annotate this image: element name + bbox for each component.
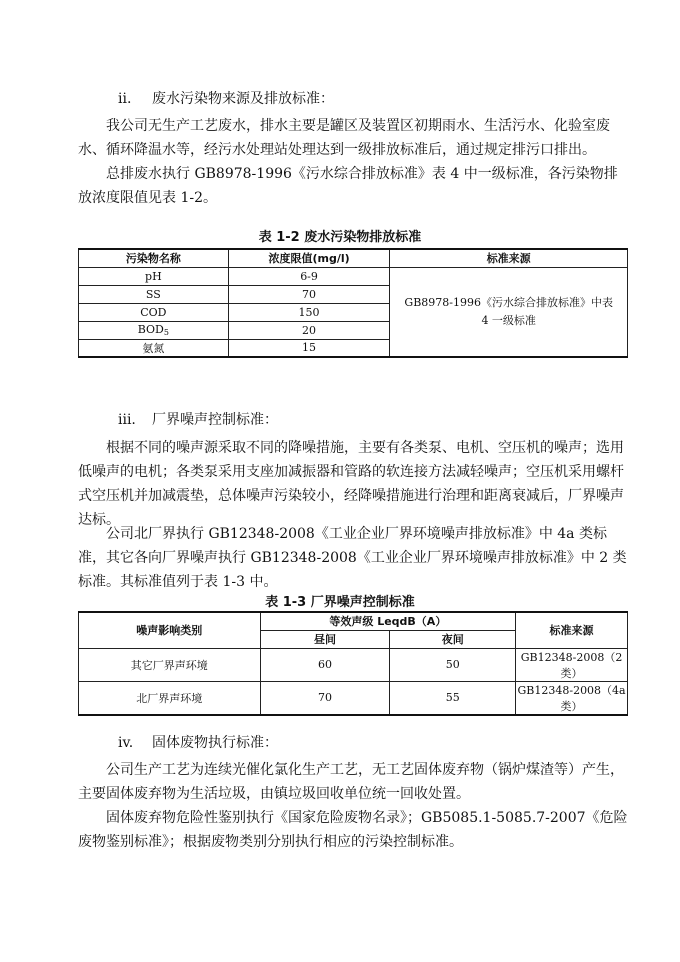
paragraph: 总排废水执行 GB8978-1996《污水综合排放标准》表 4 中一级标准，各污染物排放浓度限值见表 1-2。 [78,166,618,206]
header-cell: 夜间 [390,630,516,648]
table-header-row [79,612,628,630]
paragraph: 公司北厂界执行 GB12348-2008《工业企业厂界环境噪声排放标准》中 4a 类标准，其它各向厂界噪声执行 GB12348-2008《工业企业厂界环境噪声排放标准》中 2 类标准。其标准值列于表 1-3 中。 [78,526,627,590]
noise-standard-table [78,611,628,716]
concentration-limit: 15 [228,339,390,357]
night-limit: 50 [390,648,516,681]
section-title: 废水污染物来源及排放标准： [152,91,334,107]
section-iii-heading [118,409,278,429]
table-row [79,267,628,285]
standard-source: GB8978-1996《污水综合排放标准》中表 4 一级标准 [390,267,628,357]
section-title: 厂界噪声控制标准： [152,412,278,428]
concentration-limit: 70 [228,285,390,303]
pollutant-name: COD [79,303,229,321]
pollutant-name [79,321,229,339]
wastewater-standard-table [78,248,628,358]
header-cell: 等效声级 LeqdB（A） [260,612,516,630]
table-caption: 表 1-3 厂界噪声控制标准 [265,595,415,610]
table-row [79,648,628,681]
section-title: 固体废物执行标准： [152,735,278,751]
day-limit: 70 [260,681,390,715]
pollutant-name: 氨氮 [79,339,229,357]
concentration-limit: 150 [228,303,390,321]
pollutant-name: pH [79,267,229,285]
table-caption: 表 1-2 废水污染物排放标准 [258,230,422,245]
header-cell: 浓度限值(mg/l) [228,249,390,267]
header-cell: 噪声影响类别 [79,612,261,648]
section-number: iv. [118,735,134,751]
paragraph: 固体废弃物危险性鉴别执行《国家危险废物名录》；GB5085.1-5085.7-2007《危险废物鉴别标准》；根据废物类别分别执行相应的污染控制标准。 [78,810,628,850]
section-number: iii. [118,412,136,428]
header-cell: 标准来源 [390,249,628,267]
pollutant-name-subscript: 5 [163,328,169,337]
paragraph: 公司生产工艺为连续光催化氯化生产工艺，无工艺固体废弃物（锅炉煤渣等）产生，主要固体废弃物为生活垃圾，由镇垃圾回收单位统一回收处置。 [78,762,624,802]
header-cell: 标准来源 [516,612,628,648]
day-limit: 60 [260,648,390,681]
standard-source: GB12348-2008（2 类） [516,648,628,681]
section-number: ii. [118,91,132,107]
paragraph: 根据不同的噪声源采取不同的降噪措施，主要有各类泵、电机、空压机的噪声；选用低噪声的电机；各类泵采用支座加减振器和管路的软连接方法减轻噪声；空压机采用螺杆式空压机并加减震垫，总体噪声污染较小，经降噪措施进行治理和距离衰减后，厂界噪声达标。 [78,440,624,528]
table-header-row [79,249,628,267]
pollutant-name: SS [79,285,229,303]
standard-source: GB12348-2008（4a 类） [516,681,628,715]
section-iv-heading [118,732,278,752]
concentration-limit: 20 [228,321,390,339]
section-ii-heading [118,88,334,108]
noise-category: 其它厂界声环境 [79,648,261,681]
night-limit: 55 [390,681,516,715]
table-row [79,681,628,715]
header-cell: 昼间 [260,630,390,648]
pollutant-name-text: BOD [137,323,164,336]
noise-category: 北厂界声环境 [79,681,261,715]
header-cell: 污染物名称 [79,249,229,267]
paragraph: 我公司无生产工艺废水，排水主要是罐区及装置区初期雨水、生活污水、化验室废水、循环降温水等，经污水处理站处理达到一级排放标准后，通过规定排污口排出。 [78,118,610,158]
concentration-limit: 6-9 [228,267,390,285]
